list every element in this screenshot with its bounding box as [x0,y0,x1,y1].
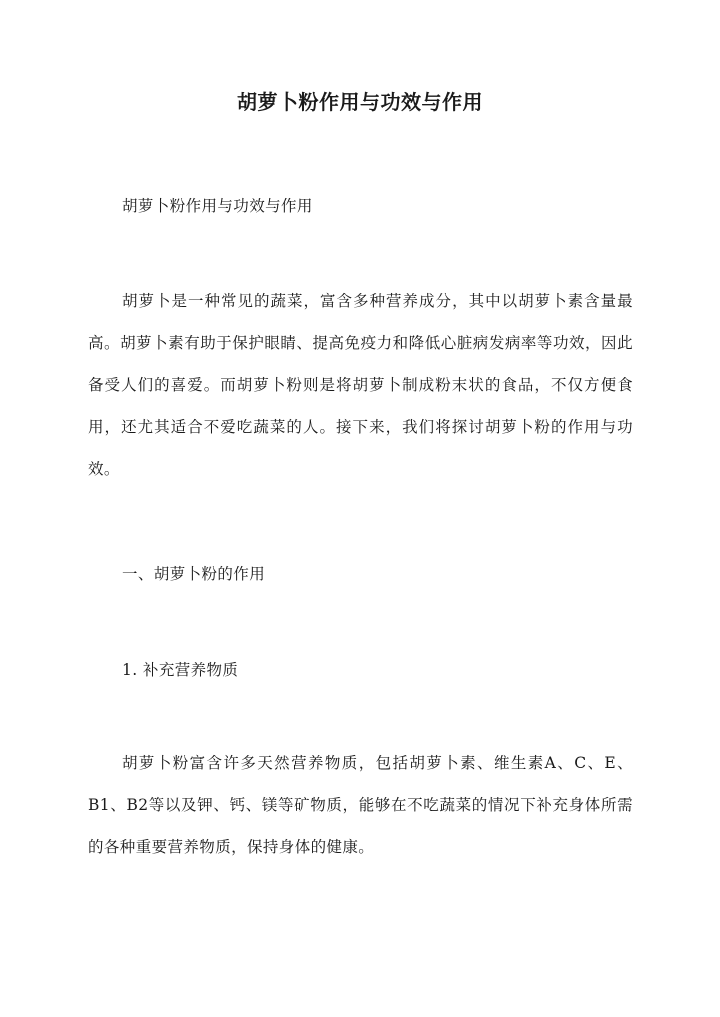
subsection-paragraph-1: 胡萝卜粉富含许多天然营养物质，包括胡萝卜素、维生素A、C、E、B1、B2等以及钾、钙、镁等矿物质，能够在不吃蔬菜的情况下补充身体所需的各种重要营养物质，保持身体的健康。 [88,754,633,856]
section-heading-1: 一、胡萝卜粉的作用 [122,565,266,583]
document-title: 胡萝卜粉作用与功效与作用 [237,90,483,114]
intro-paragraph: 胡萝卜是一种常见的蔬菜，富含多种营养成分，其中以胡萝卜素含量最高。胡萝卜素有助于保护眼睛、提高免疫力和降低心脏病发病率等功效，因此备受人们的喜爱。而胡萝卜粉则是将胡萝卜制成粉末状的食品，不仅方便食用，还尤其适合不爱吃蔬菜的人。接下来，我们将探讨胡萝卜粉的作用与功效。 [88,292,633,478]
document-subtitle: 胡萝卜粉作用与功效与作用 [122,197,313,215]
subsection-heading-1: 1. 补充营养物质 [122,661,239,679]
